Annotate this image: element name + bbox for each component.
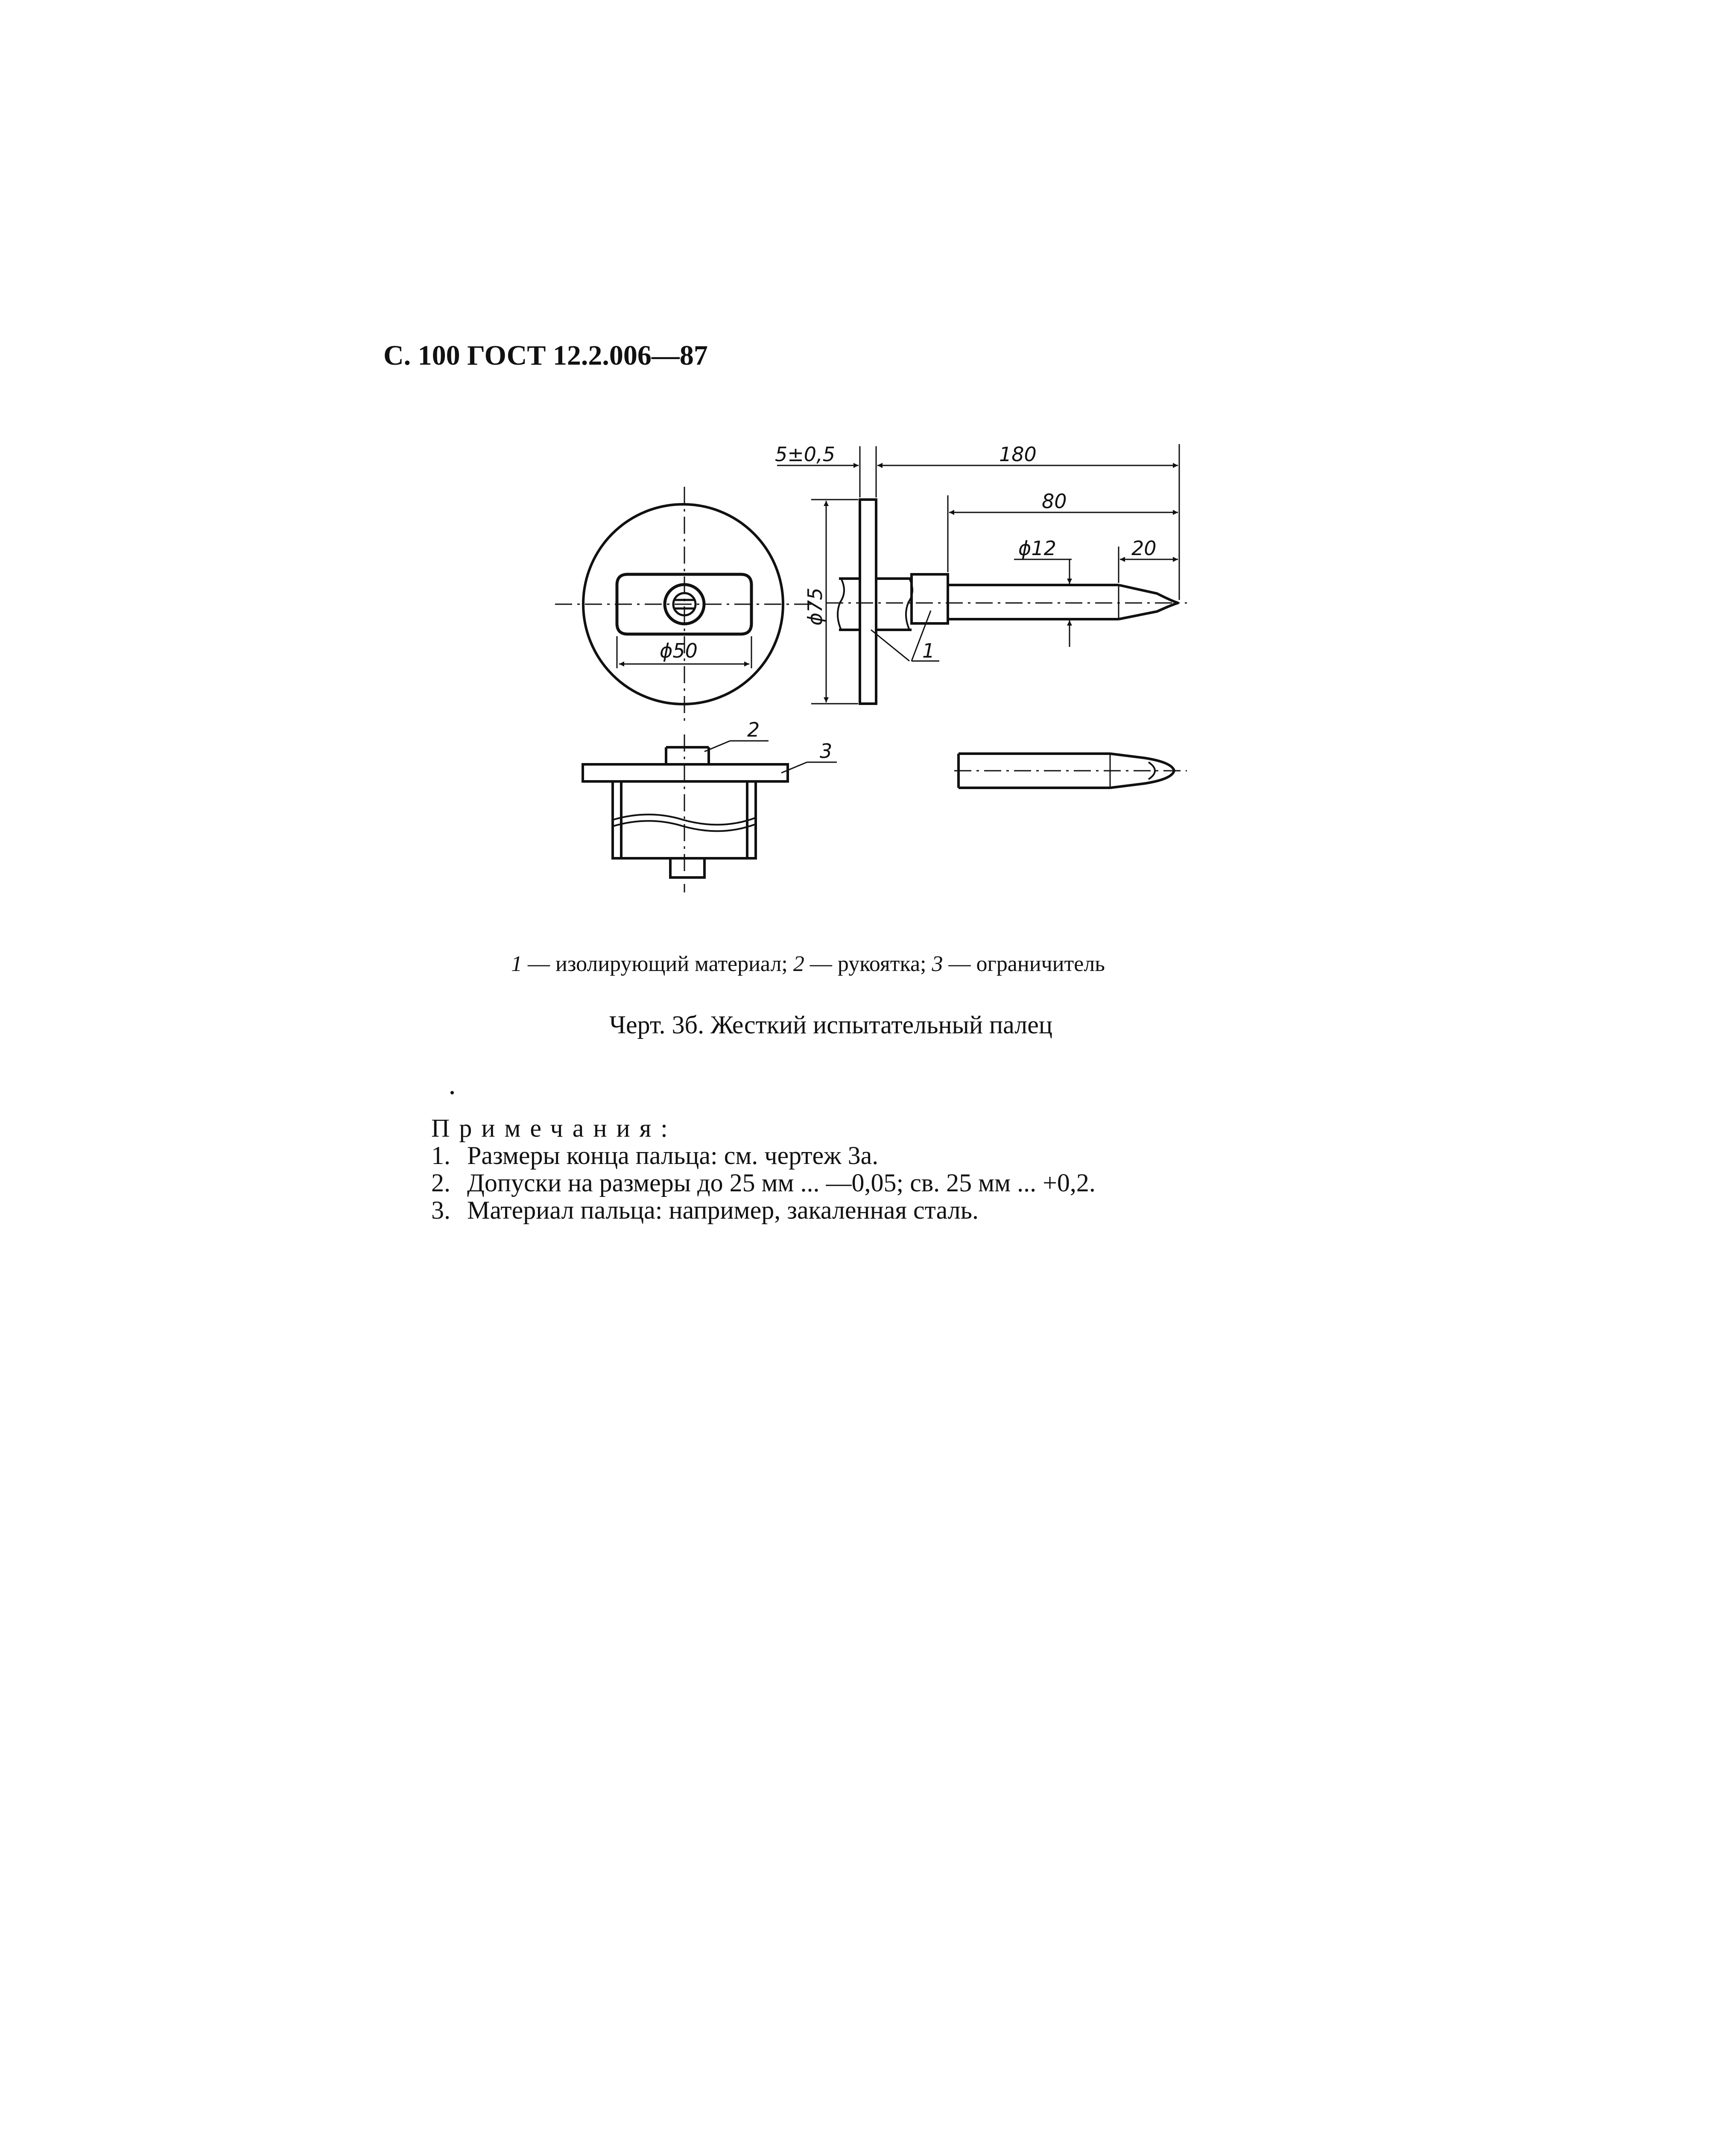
legend-item-1: 1 — изолирующий материал; xyxy=(511,952,788,976)
note-item: 1. Размеры конца пальца: см. чертеж 3а. xyxy=(431,1141,879,1170)
figure-legend xyxy=(511,951,1105,977)
stray-dot xyxy=(450,1091,454,1094)
bottom-view xyxy=(583,734,837,892)
dimension-80: 80 xyxy=(1042,490,1067,513)
figure-caption: Черт. 3б. Жесткий испытательный палец xyxy=(609,1011,1052,1039)
dimension-phi12: ϕ12 xyxy=(1018,537,1056,560)
dimension-phi50: ϕ50 xyxy=(660,639,698,662)
front-view xyxy=(555,487,811,722)
dimension-5: 5±0,5 xyxy=(775,443,835,466)
finger-tip-view xyxy=(954,754,1187,788)
side-view xyxy=(777,444,1187,704)
callout-3: 3 xyxy=(820,740,833,763)
notes-section xyxy=(431,1114,1096,1224)
dimension-20: 20 xyxy=(1131,537,1157,560)
legend-item-3: 3 — ограничитель xyxy=(932,952,1105,976)
note-item: 3. Материал пальца: например, закаленная сталь. xyxy=(431,1196,979,1224)
note-item: 2. Допуски на размеры до 25 мм ... —0,05; св. 25 мм ... +0,2. xyxy=(431,1169,1096,1197)
technical-drawing xyxy=(0,0,1736,939)
dimension-180: 180 xyxy=(999,443,1037,466)
legend-item-2: 2 — рукоятка; xyxy=(793,952,926,976)
callout-1: 1 xyxy=(922,639,935,662)
page-header: С. 100 ГОСТ 12.2.006—87 xyxy=(383,340,708,371)
callout-2: 2 xyxy=(747,718,760,741)
dimension-phi75: ϕ75 xyxy=(804,588,827,626)
notes-title: Примечания: xyxy=(431,1114,677,1142)
